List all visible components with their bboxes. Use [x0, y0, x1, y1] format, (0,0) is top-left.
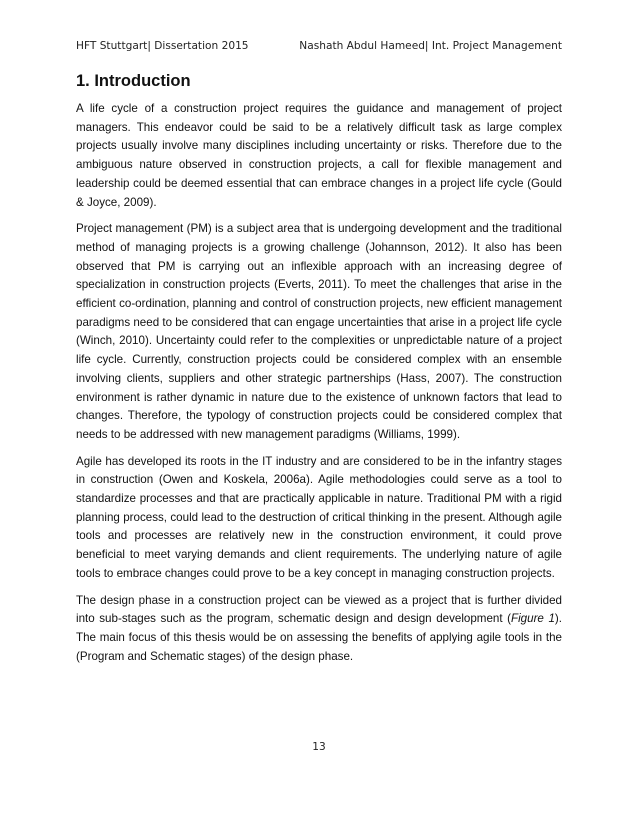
paragraph-4 — [76, 592, 562, 667]
page-number: 13 — [312, 741, 326, 753]
body-text — [76, 100, 562, 674]
header-right-text: Nashath Abdul Hameed| Int. Project Management — [299, 40, 562, 52]
paragraph-2: Project management (PM) is a subject area that is undergoing development and the traditional method of managing projects is a growing challenge (Johannson, 2012). It also has been observed that PM is carrying out an inflexible approach with an increasing degree of specialization in construction projects (Everts, 2011). To meet the challenges that arise in the efficient co-ordination, planning and control of construction projects, new efficient management paradigms need to be considered that can engage uncertainties that arise in a project life cycle (Winch, 2010). Uncertainty could refer to the complexities or unpredictable nature of a project life cycle. Currently, construction projects could be considered complex with an ensemble involving clients, suppliers and other strategic partnerships (Hass, 2007). The construction environment is rather dynamic in nature due to the existence of unknown factors that lead to changes. Therefore, the typology of construction projects could be considered complex that needs to be addressed with new management paradigms (Williams, 1999). — [76, 222, 562, 441]
paragraph-1: A life cycle of a construction project requires the guidance and management of project managers. This endeavor could be said to be a relatively difficult task as large complex projects usually involve many disciplines including uncertainty or risks. Therefore due to the ambiguous nature observed in construction projects, a call for flexible management and leadership could be deemed essential that can embrace changes in a project life cycle (Gould & Joyce, 2009). — [76, 102, 562, 209]
paragraph-3: Agile has developed its roots in the IT industry and are considered to be in the infantry stages in construction (Owen and Koskela, 2006a). Agile methodologies could serve as a tool to standardize processes and that are practically applicable in nature. Traditional PM with a rigid planning process, could lead to the destruction of critical thinking in the present. Although agile tools and processes are relatively new in the construction environment, it could prove beneficial to meet varying demands and client requirements. The underlying nature of agile tools to embrace changes could prove to be a key concept in managing construction projects. — [76, 454, 562, 580]
paragraph-4-text-start: The design phase in a construction project can be viewed as a project that is further divided into sub-stages such as the program, schematic design and design development ( — [76, 593, 562, 626]
header-left-text: HFT Stuttgart| Dissertation 2015 — [76, 40, 249, 52]
figure-reference: Figure 1 — [511, 612, 555, 626]
section-heading: 1. Introduction — [76, 72, 191, 90]
paragraph-4-text-end: ). The main focus of this thesis would be on assessing the benefits of applying agile tools in the (Program and Schematic stages) of the design phase. — [76, 612, 562, 663]
